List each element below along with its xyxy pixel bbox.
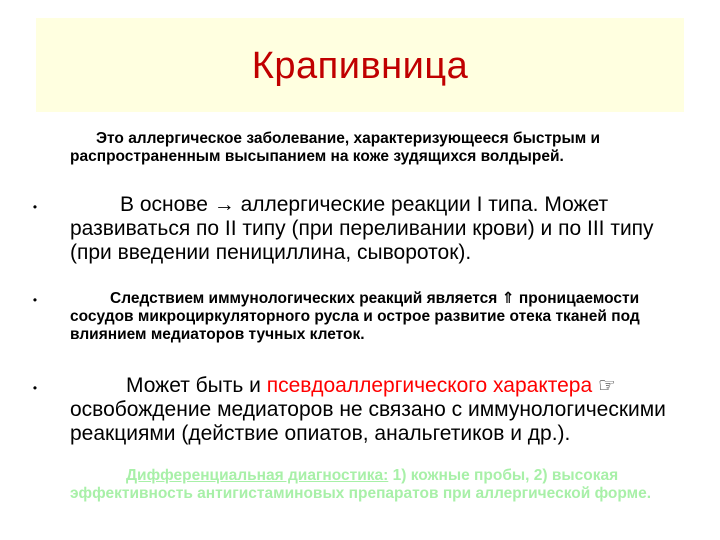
pseudo-text-a: Может быть и <box>126 374 267 397</box>
consequence-text: Следствием иммунологических реакций является ⇑ проницаемости сосудов микроциркуляторного русла и острое развитие отека тканей под влиянием медиаторов тучных клеток. <box>70 290 640 343</box>
mechanism-text: В основе → аллергические реакции I типа. Может развиваться по II типу (при переливании крови) и по III типу (при введении пенициллина, сывороток). <box>70 193 654 264</box>
pseudo-text-c: освобождение медиаторов не связано с иммунологическими реакциями (действие опиатов, анальгетиков и др.). <box>70 398 666 445</box>
definition-text: Это аллергическое заболевание, характеризующееся быстрым и распространенным высыпанием на коже зудящихся волдырей. <box>70 130 601 165</box>
pointing-hand-icon: ☞ <box>598 375 616 397</box>
bullet: • <box>32 200 38 214</box>
bullet: • <box>32 381 38 395</box>
title-box <box>36 18 684 112</box>
bullet: • <box>32 293 38 307</box>
pseudo-highlight: псевдоаллергического характера <box>266 374 593 397</box>
diagnostics-heading: Дифференциальная диагностика: <box>126 467 389 484</box>
paragraph-consequence <box>70 290 670 344</box>
paragraph-mechanism <box>70 193 670 265</box>
diagnostics-text: 1) кожные пробы, 2) высокая эффективность антигистаминовых препаратов при аллергической форме. <box>70 467 652 502</box>
paragraph-pseudoallergic <box>70 374 670 446</box>
paragraph-definition <box>70 130 670 166</box>
paragraph-diagnostics <box>70 467 670 503</box>
slide-title: Крапивница <box>251 44 469 87</box>
